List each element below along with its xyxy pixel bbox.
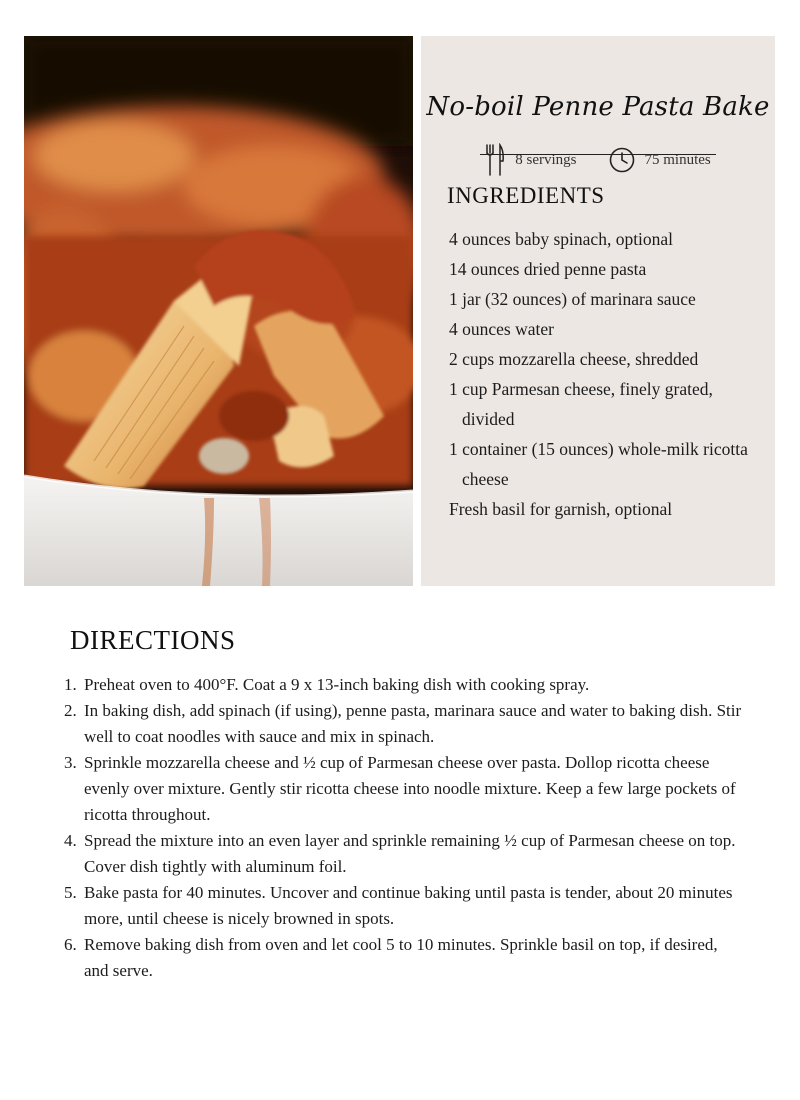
time-info <box>609 147 711 173</box>
step-text: In baking dish, add spinach (if using), penne pasta, marinara sauce and water to baking dish. Stir well to coat noodles with sauce and mix in spinach. <box>84 701 742 746</box>
direction-step <box>64 828 744 880</box>
step-text: Remove baking dish from oven and let cool 5 to 10 minutes. Sprinkle basil on top, if desired, and serve. <box>84 935 718 980</box>
directions-heading: DIRECTIONS <box>70 625 236 655</box>
step-text: Spread the mixture into an even layer and sprinkle remaining ½ cup of Parmesan cheese on top. Cover dish tightly with aluminum foil. <box>84 831 736 876</box>
step-number: 1. <box>64 675 77 694</box>
pasta-bake-photo <box>24 36 413 586</box>
step-number: 3. <box>64 753 77 772</box>
direction-step <box>64 672 744 698</box>
ingredient-item: 1 cup Parmesan cheese, finely grated, divided <box>449 379 713 429</box>
step-number: 4. <box>64 831 77 850</box>
ingredient-item: 1 jar (32 ounces) of marinara sauce <box>449 289 696 309</box>
ingredient-item: 14 ounces dried penne pasta <box>449 259 647 279</box>
fork-knife-icon <box>485 143 505 177</box>
ingredients-list <box>449 224 749 524</box>
time-text: 75 minutes <box>644 151 711 168</box>
ingredient-item: 2 cups mozzarella cheese, shredded <box>449 349 699 369</box>
ingredients-heading: INGREDIENTS <box>447 183 605 208</box>
recipe-info-card <box>421 36 775 586</box>
step-number: 2. <box>64 701 77 720</box>
ingredient-item: 1 container (15 ounces) whole-milk ricotta cheese <box>449 439 748 489</box>
direction-step <box>64 932 744 984</box>
ingredient-item: Fresh basil for garnish, optional <box>449 499 673 519</box>
step-number: 5. <box>64 883 77 902</box>
step-text: Bake pasta for 40 minutes. Uncover and continue baking until pasta is tender, about 20 minutes more, until cheese is nicely browned in spots. <box>84 883 733 928</box>
clock-icon <box>609 147 635 173</box>
ingredient-item: 4 ounces baby spinach, optional <box>449 229 674 249</box>
title-divider <box>480 154 716 155</box>
direction-step <box>64 698 744 750</box>
servings-text: 8 servings <box>515 151 577 168</box>
recipe-meta <box>421 143 775 177</box>
step-text: Preheat oven to 400°F. Coat a 9 x 13-inch baking dish with cooking spray. <box>84 675 590 694</box>
step-text: Sprinkle mozzarella cheese and ½ cup of Parmesan cheese over pasta. Dollop ricotta cheese evenly over mixture. Gently stir ricotta cheese into noodle mixture. Keep a few large pockets of ricotta throughout. <box>84 753 736 824</box>
directions-list <box>64 672 744 984</box>
recipe-title: No-boil Penne Pasta Bake <box>426 92 770 122</box>
step-number: 6. <box>64 935 77 954</box>
servings-info <box>485 143 576 177</box>
direction-step <box>64 880 744 932</box>
direction-step <box>64 750 744 828</box>
ingredient-item: 4 ounces water <box>449 319 554 339</box>
pasta-bake-image <box>24 36 413 586</box>
